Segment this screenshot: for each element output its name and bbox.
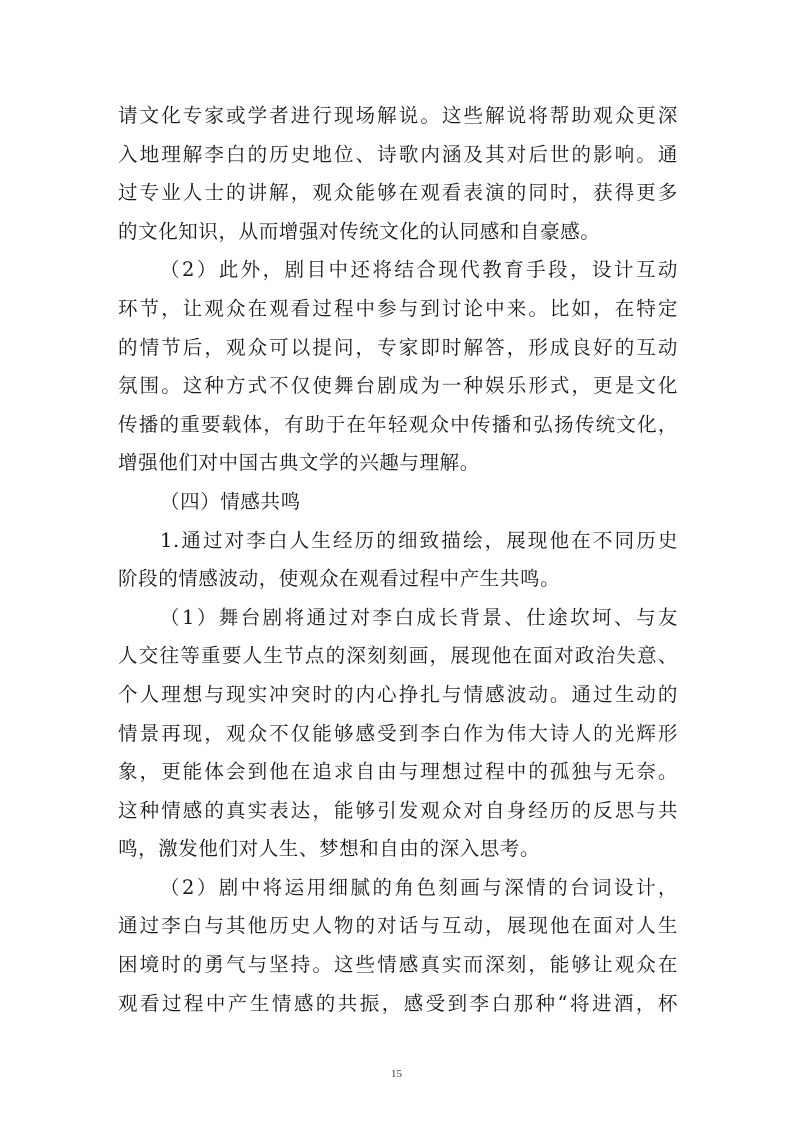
text-line: 鸣，激发他们对人生、梦想和自由的深入思考。 — [118, 837, 541, 861]
text-line: 这种情感的真实表达，能够引发观众对自身经历的反思与共 — [118, 798, 678, 822]
text-line: 环节，让观众在观看过程中参与到讨论中来。比如，在特定 — [118, 296, 678, 320]
text-line: 困境时的勇气与坚持。这些情感真实而深刻，能够让观众在 — [118, 953, 678, 977]
text-line: 通过李白与其他历史人物的对话与互动，展现他在面对人生 — [118, 914, 678, 938]
text-line: 请文化专家或学者进行现场解说。这些解说将帮助观众更深 — [118, 104, 678, 127]
text-line: 传播的重要载体，有助于在年轻观众中传播和弘扬传统文化， — [118, 412, 678, 436]
paragraph-start: （2）此外，剧目中还将结合现代教育手段，设计互动 — [160, 258, 678, 282]
text-line: 情景再现，观众不仅能够感受到李白作为伟大诗人的光辉形 — [118, 721, 678, 745]
body-text — [118, 97, 678, 1023]
text-line: 象，更能体会到他在追求自由与理想过程中的孤独与无奈。 — [118, 760, 678, 784]
paragraph-start: 1.通过对李白人生经历的细致描绘，展现他在不同历史 — [160, 528, 678, 552]
text-line: 过专业人士的讲解，观众能够在观看表演的同时，获得更多 — [118, 181, 678, 205]
text-line: 阶段的情感波动，使观众在观看过程中产生共鸣。 — [118, 567, 561, 591]
text-line: 人交往等重要人生节点的深刻刻画，展现他在面对政治失意、 — [118, 644, 678, 668]
paragraph-start: （2）剧中将运用细腻的角色刻画与深情的台词设计， — [160, 875, 678, 899]
text-line: 增强他们对中国古典文学的兴趣与理解。 — [118, 451, 480, 475]
text-line: 的情节后，观众可以提问，专家即时解答，形成良好的互动 — [118, 335, 678, 359]
section-heading: （四）情感共鸣 — [160, 489, 301, 513]
text-line: 个人理想与现实冲突时的内心挣扎与情感波动。通过生动的 — [118, 682, 678, 706]
text-line: 的文化知识，从而增强对传统文化的认同感和自豪感。 — [118, 219, 601, 243]
paragraph-start: （1）舞台剧将通过对李白成长背景、仕途坎坷、与友 — [160, 605, 678, 629]
page-number: 15 — [391, 1068, 402, 1080]
text-line: 氛围。这种方式不仅使舞台剧成为一种娱乐形式，更是文化 — [118, 374, 678, 398]
text-line: 观看过程中产生情感的共振，感受到李白那种“将进酒，杯 — [118, 991, 678, 1015]
text-line: 入地理解李白的历史地位、诗歌内涵及其对后世的影响。通 — [118, 142, 678, 166]
